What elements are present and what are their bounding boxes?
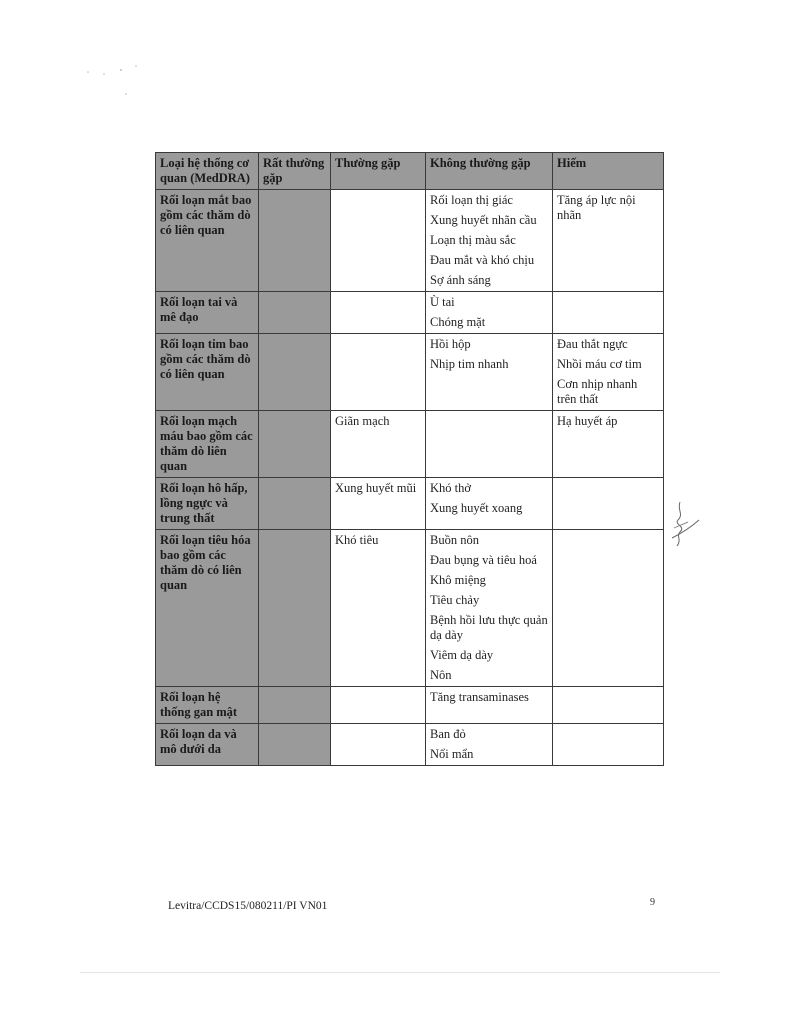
table-row	[156, 292, 664, 334]
cell-rare	[553, 530, 664, 687]
cell-uncommon	[426, 334, 553, 411]
table-row	[156, 411, 664, 478]
cell-very-common	[259, 724, 331, 766]
cell-uncommon	[426, 190, 553, 292]
reaction-entry: Xung huyết mũi	[335, 481, 417, 495]
reaction-entry: Đau mắt và khó chịu	[430, 253, 535, 267]
cell-rare	[553, 190, 664, 292]
reaction-entry: Xung huyết nhãn cầu	[430, 213, 537, 227]
cell-common	[331, 190, 426, 292]
reaction-entry: Bệnh hồi lưu thực quản dạ dày	[430, 613, 548, 642]
cell-uncommon	[426, 411, 553, 478]
reaction-entry: Ban đỏ	[430, 727, 466, 741]
cell-uncommon	[426, 530, 553, 687]
cell-uncommon	[426, 687, 553, 724]
adverse-reactions-table	[155, 152, 664, 766]
page-number: 9	[650, 897, 655, 908]
organ-class-cell: Rối loạn da và mô dưới da	[156, 724, 259, 766]
cell-common	[331, 292, 426, 334]
cell-rare	[553, 411, 664, 478]
table-row	[156, 334, 664, 411]
reaction-entry: Viêm dạ dày	[430, 648, 494, 662]
reaction-entry: Nhịp tim nhanh	[430, 357, 509, 371]
cell-very-common	[259, 190, 331, 292]
table-row	[156, 724, 664, 766]
reaction-entry: Nổi mẩn	[430, 747, 474, 761]
reaction-entry: Chóng mặt	[430, 315, 486, 329]
cell-common	[331, 687, 426, 724]
reaction-entry: Sợ ánh sáng	[430, 273, 491, 287]
table-body	[156, 190, 664, 766]
organ-class-cell: Rối loạn mạch máu bao gồm các thăm dò liên quan	[156, 411, 259, 478]
header-organ-class: Loại hệ thống cơ quan (MedDRA)	[156, 153, 259, 190]
cell-rare	[553, 687, 664, 724]
reaction-entry: Đau thắt ngực	[557, 337, 628, 351]
organ-class-cell: Rối loạn hô hấp, lồng ngực và trung thất	[156, 478, 259, 530]
reaction-entry: Giãn mạch	[335, 414, 390, 428]
header-very-common: Rất thường gặp	[259, 153, 331, 190]
reaction-entry: Tăng transaminases	[430, 690, 529, 704]
cell-very-common	[259, 530, 331, 687]
cell-very-common	[259, 411, 331, 478]
table-row	[156, 687, 664, 724]
cell-rare	[553, 334, 664, 411]
reaction-entry: Ù tai	[430, 295, 455, 309]
reaction-entry: Cơn nhịp nhanh trên thất	[557, 377, 638, 406]
cell-common	[331, 530, 426, 687]
organ-class-cell: Rối loạn tim bao gồm các thăm dò có liên quan	[156, 334, 259, 411]
reaction-entry: Hạ huyết áp	[557, 414, 618, 428]
page-edge-rule	[80, 972, 720, 973]
reaction-entry: Đau bụng và tiêu hoá	[430, 553, 537, 567]
cell-rare	[553, 724, 664, 766]
reaction-entry: Khó thở	[430, 481, 471, 495]
cell-rare	[553, 478, 664, 530]
organ-class-cell: Rối loạn mắt bao gồm các thăm dò có liên quan	[156, 190, 259, 292]
reaction-entry: Hồi hộp	[430, 337, 471, 351]
table-row	[156, 478, 664, 530]
reaction-entry: Khó tiêu	[335, 533, 379, 547]
reaction-entry: Buồn nôn	[430, 533, 479, 547]
cell-common	[331, 411, 426, 478]
cell-common	[331, 334, 426, 411]
reaction-entry: Nhồi máu cơ tim	[557, 357, 642, 371]
cell-very-common	[259, 687, 331, 724]
header-uncommon: Không thường gặp	[426, 153, 553, 190]
cell-common	[331, 478, 426, 530]
cell-rare	[553, 292, 664, 334]
table-row	[156, 530, 664, 687]
reaction-entry: Tăng áp lực nội nhãn	[557, 193, 636, 222]
reaction-entry: Khô miệng	[430, 573, 486, 587]
reaction-entry: Tiêu chảy	[430, 593, 480, 607]
table-header-row	[156, 153, 664, 190]
cell-very-common	[259, 292, 331, 334]
reaction-entry: Loạn thị màu sắc	[430, 233, 516, 247]
cell-common	[331, 724, 426, 766]
organ-class-cell: Rối loạn tai và mê đạo	[156, 292, 259, 334]
handwritten-initials	[668, 498, 702, 554]
table-row	[156, 190, 664, 292]
cell-uncommon	[426, 292, 553, 334]
cell-very-common	[259, 334, 331, 411]
header-rare: Hiếm	[553, 153, 664, 190]
cell-uncommon	[426, 478, 553, 530]
document-code: Levitra/CCDS15/080211/PI VN01	[168, 900, 328, 912]
organ-class-cell: Rối loạn hệ thống gan mật	[156, 687, 259, 724]
reaction-entry: Rối loạn thị giác	[430, 193, 513, 207]
organ-class-cell: Rối loạn tiêu hóa bao gồm các thăm dò có liên quan	[156, 530, 259, 687]
header-common: Thường gặp	[331, 153, 426, 190]
cell-uncommon	[426, 724, 553, 766]
cell-very-common	[259, 478, 331, 530]
reaction-entry: Nôn	[430, 668, 452, 682]
reaction-entry: Xung huyết xoang	[430, 501, 523, 515]
